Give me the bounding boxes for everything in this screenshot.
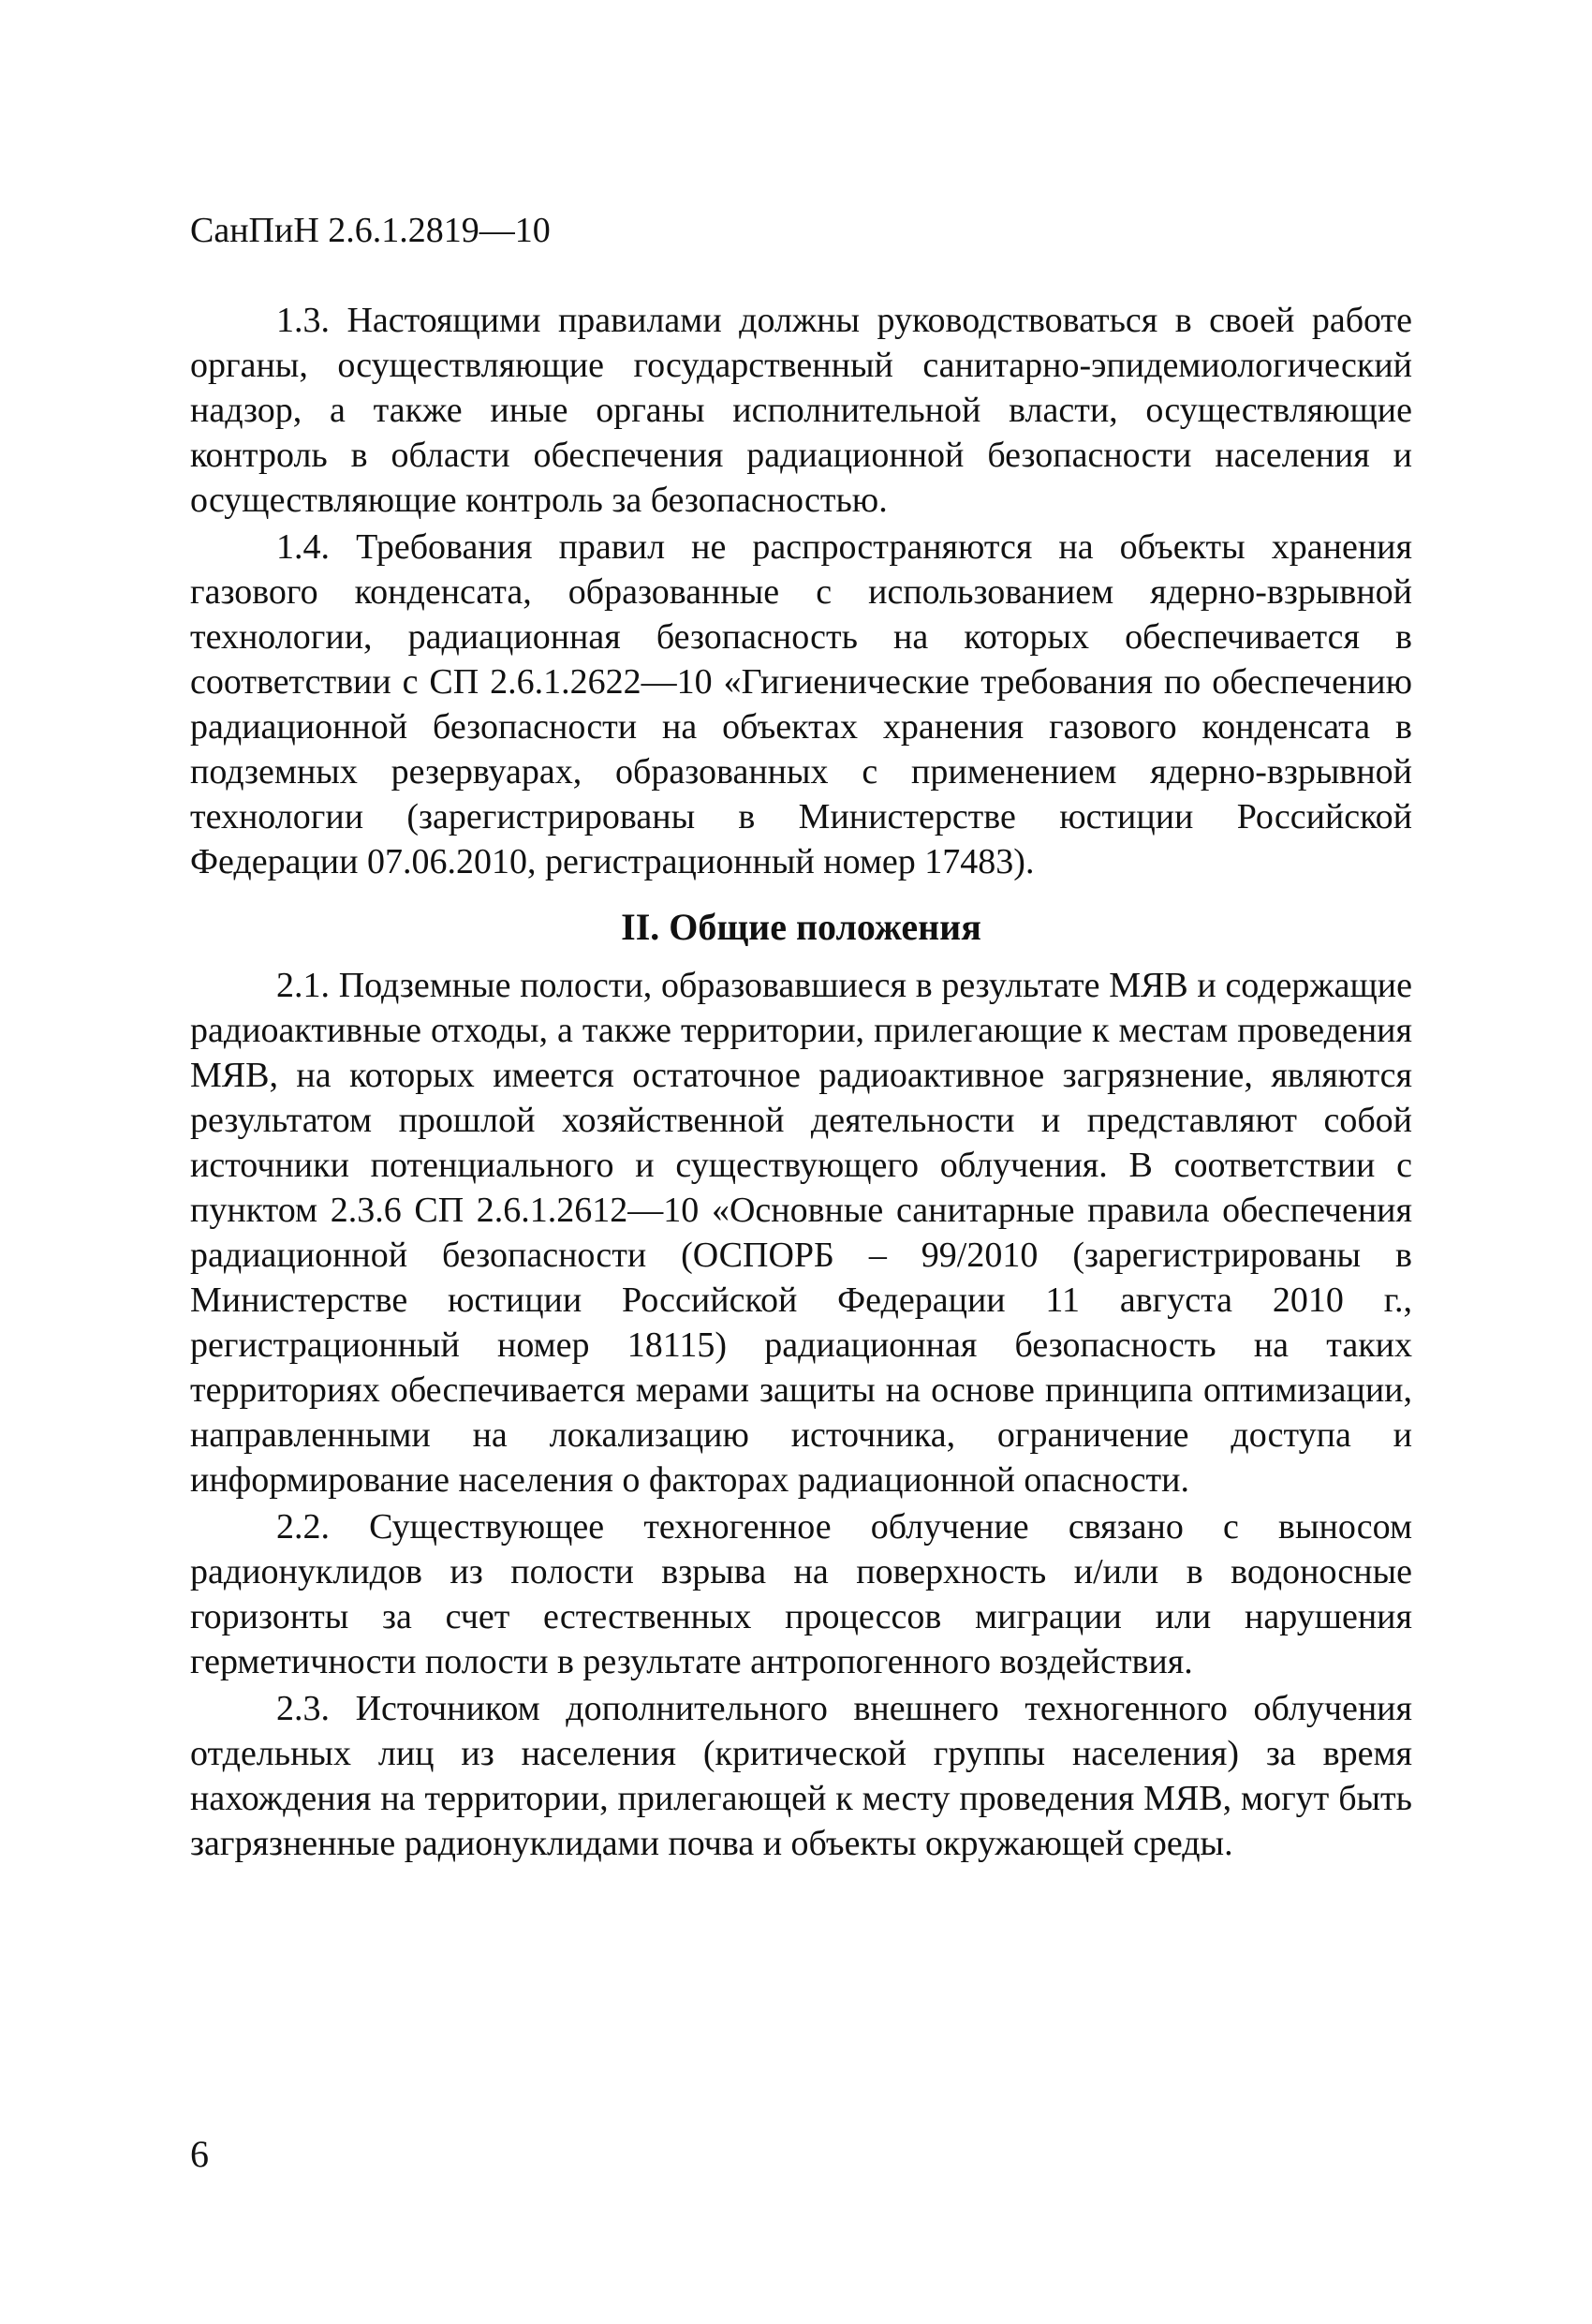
paragraph-1-4: 1.4. Требования правил не распространяются на объекты хранения газового конденсата, образованные с использованием ядерно-взрывной технологии, радиационная безопасность на которых обеспечивается в соответствии с СП 2.6.1.2622—10 «Гигиенические требования по обеспечению радиационной безопасности на объектах хранения газового конденсата в подземных резервуарах, образованных с применением ядерно-взрывной технологии (зарегистрированы в Министерстве юстиции Российской Федерации 07.06.2010, регистрационный номер 17483). bbox=[190, 527, 1412, 881]
paragraph-2-2: 2.2. Существующее техногенное облучение связано с выносом радионуклидов из полости взрыва на поверхность и/или в водоносные горизонты за счет естественных процессов миграции или нарушения герметичности полости в результате антропогенного воздействия. bbox=[190, 1507, 1412, 1681]
paragraph-1-3: 1.3. Настоящими правилами должны руководствоваться в своей работе органы, осуществляющие государственный санитарно-эпидемиологический надзор, а также иные органы исполнительной власти, осуществляющие контроль в области обеспечения радиационной безопасности населения и осуществляющие контроль за безопасностью. bbox=[190, 301, 1412, 520]
section-title: II. Общие положения bbox=[621, 906, 981, 948]
body-text bbox=[190, 298, 1412, 1868]
paragraph-2-3: 2.3. Источником дополнительного внешнего техногенного облучения отдельных лиц из населения (критической группы населения) за время нахождения на территории, прилегающей к месту проведения МЯВ, могут быть загрязненные радионуклидами почва и объекты окружающей среды. bbox=[190, 1689, 1412, 1863]
running-header: СанПиН 2.6.1.2819—10 bbox=[190, 211, 551, 250]
paragraph-2-1: 2.1. Подземные полости, образовавшиеся в результате МЯВ и содержащие радиоактивные отходы, а также территории, прилегающие к местам проведения МЯВ, на которых имеется остаточное радиоактивное загрязнение, являются результатом прошлой хозяйственной деятельности и представляют собой источники потенциального и существующего облучения. В соответствии с пунктом 2.3.6 СП 2.6.1.2612—10 «Основные санитарные правила обеспечения радиационной безопасности (ОСПОРБ – 99/2010 (зарегистрированы в Министерстве юстиции Российской Федерации 11 августа 2010 г., регистрационный номер 18115) радиационная безопасность на таких территориях обеспечивается мерами защиты на основе принципа оптимизации, направленными на локализацию источника, ограничение доступа и информирование населения о факторах радиационной опасности. bbox=[190, 966, 1412, 1500]
page-number: 6 bbox=[190, 2133, 209, 2175]
